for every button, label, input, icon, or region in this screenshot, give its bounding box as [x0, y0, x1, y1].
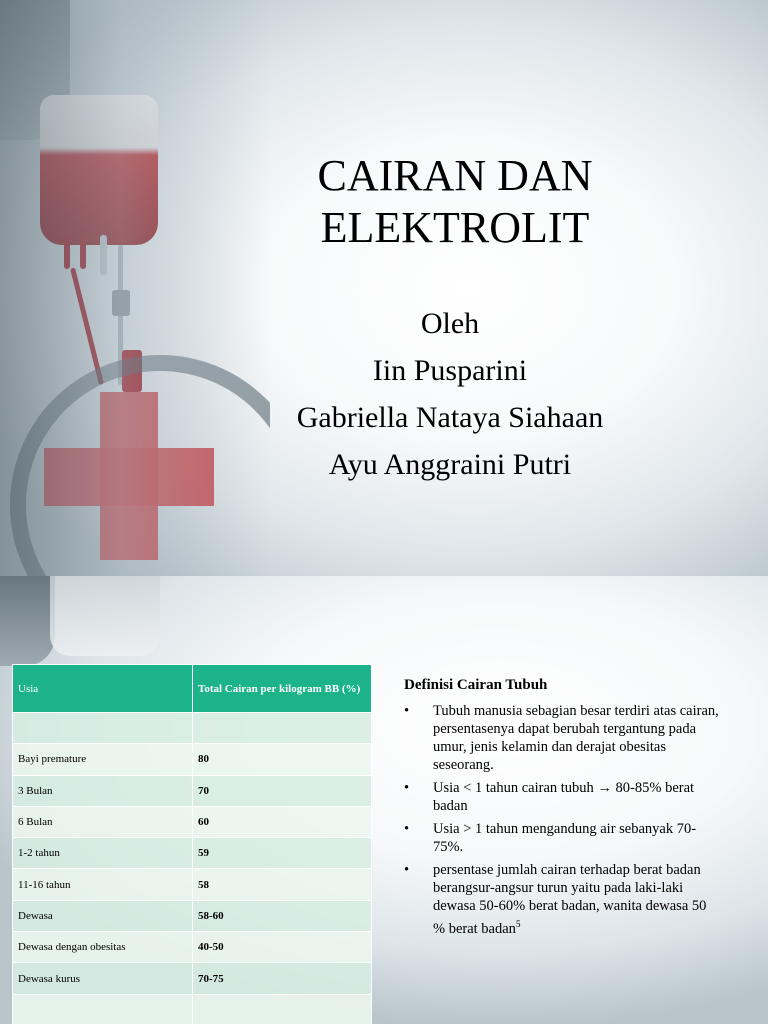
table-row: [13, 838, 372, 869]
cell-value: 70-75: [193, 963, 372, 994]
cell-usia: Dewasa: [13, 900, 193, 931]
table-row: [13, 900, 372, 931]
cell-usia: 6 Bulan: [13, 806, 193, 837]
list-item: [402, 779, 722, 815]
table-row: [13, 713, 372, 744]
title-line: ELEKTROLIT: [320, 203, 590, 252]
glove-decoration: [0, 576, 55, 666]
cell-value: 40-50: [193, 932, 372, 963]
cell-usia: 1-2 tahun: [13, 838, 193, 869]
cell-usia: [13, 994, 193, 1024]
table-row: [13, 775, 372, 806]
author-name: Gabriella Nataya Siahaan: [296, 401, 604, 434]
cell-value: 80: [193, 744, 372, 775]
cell-usia: 3 Bulan: [13, 775, 193, 806]
fluid-table: [12, 664, 372, 1024]
cell-value: [193, 713, 372, 744]
table-row: [13, 932, 372, 963]
bullet-text: persentase jumlah cairan terhadap berat badan berangsur-angsur turun yaitu pada laki-laki dewasa 50-60% berat badan, wanita dewasa 50 % berat badan: [433, 862, 707, 937]
cell-usia: Dewasa kurus: [13, 963, 193, 994]
cell-usia: Bayi premature: [13, 744, 193, 775]
author-name: Ayu Anggraini Putri: [328, 448, 572, 481]
table-row: [13, 806, 372, 837]
cell-usia: [13, 713, 193, 744]
table-header-row: [13, 665, 372, 713]
list-item: [402, 820, 722, 856]
table-row: [13, 963, 372, 994]
author-label: Oleh: [420, 307, 480, 340]
cell-usia: Dewasa dengan obesitas: [13, 932, 193, 963]
title-line: CAIRAN DAN: [317, 151, 593, 200]
bullet-text: Usia < 1 tahun cairan tubuh → 80-85% berat badan: [433, 780, 695, 814]
cell-value: [193, 994, 372, 1024]
cell-value: 70: [193, 775, 372, 806]
definition-heading: Definisi Cairan Tubuh: [404, 677, 548, 693]
bullet-text: Usia > 1 tahun mengandung air sebanyak 70-75%.: [433, 821, 697, 855]
cell-value: 58: [193, 869, 372, 900]
header-usia: Usia: [13, 665, 193, 713]
footnote-marker: 5: [515, 919, 521, 929]
author-list: [240, 300, 660, 488]
list-item: [402, 861, 722, 938]
blood-bag-photo: [0, 0, 270, 576]
table-row: [13, 994, 372, 1024]
cell-value: 58-60: [193, 900, 372, 931]
cell-value: 60: [193, 806, 372, 837]
table-row: [13, 744, 372, 775]
author-name: Iin Pusparini: [372, 354, 528, 387]
header-total-cairan: Total Cairan per kilogram BB (%): [193, 665, 372, 713]
list-item: [402, 702, 722, 774]
content-slide: [0, 576, 768, 1024]
slide-title: [250, 150, 660, 254]
bullet-text: Tubuh manusia sebagian besar terdiri atas cairan, persentasenya dapat berubah tergantung pada umur, jenis kelamin dan derajat obesitas seseorang.: [433, 703, 719, 773]
table-row: [13, 869, 372, 900]
cell-value: 59: [193, 838, 372, 869]
definition-list: [402, 702, 722, 938]
cell-usia: 11-16 tahun: [13, 869, 193, 900]
definition-panel: [402, 676, 722, 943]
blood-bag-icon: [50, 576, 160, 656]
